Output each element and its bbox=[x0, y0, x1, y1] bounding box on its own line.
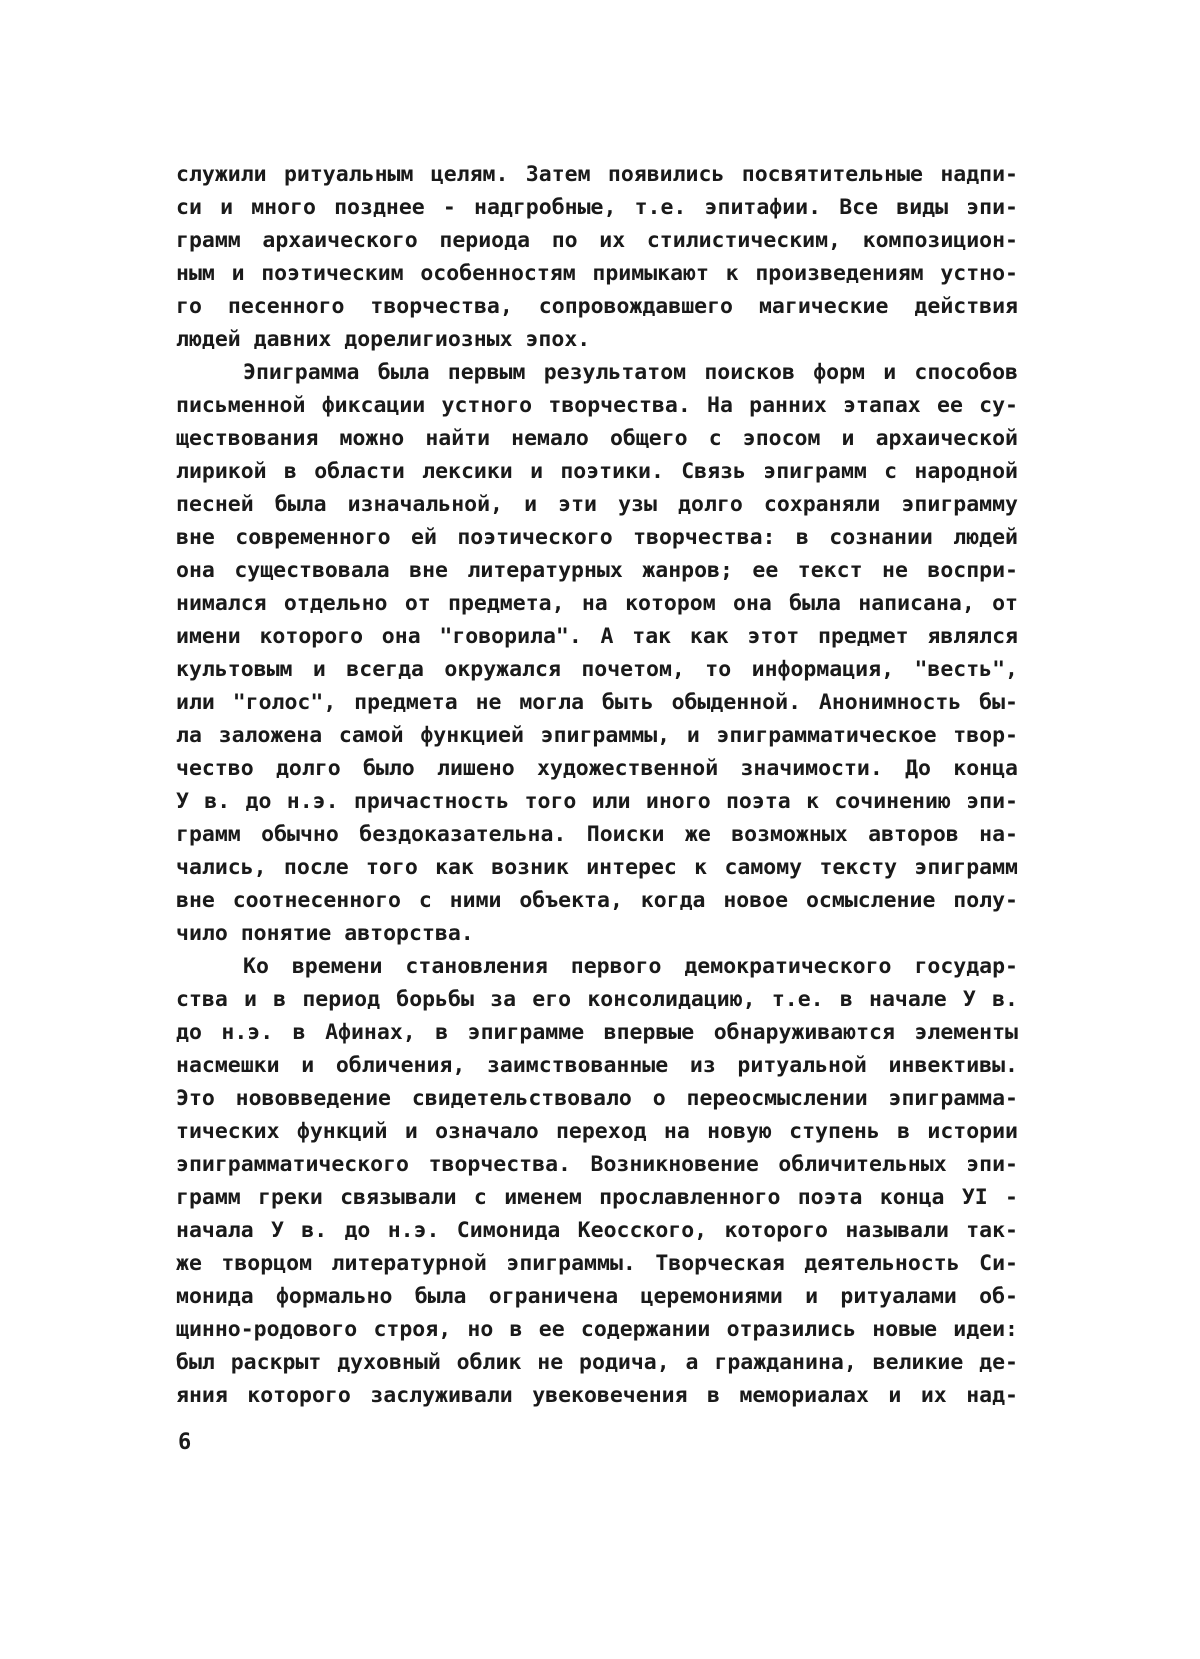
text-line: У в. до н.э. причастность того или иного поэта к сочинению эпи- bbox=[176, 789, 1018, 814]
text-line: грамм греки связывали с именем прославленного поэта конца УI - bbox=[176, 1185, 1018, 1210]
text-line: письменной фиксации устного творчества. На ранних этапах ее су- bbox=[176, 393, 1018, 418]
page-number: 6 bbox=[178, 1430, 192, 1455]
text-line: чило понятие авторства. bbox=[176, 921, 474, 946]
text-line: или "голос", предмета не могла быть обыденной. Анонимность бы- bbox=[176, 690, 1018, 715]
text-line: ства и в период борьбы за его консолидацию, т.е. в начале У в. bbox=[176, 987, 1018, 1012]
text-line: грамм обычно бездоказательна. Поиски же возможных авторов на- bbox=[176, 822, 1018, 847]
text-line: си и много позднее - надгробные, т.е. эпитафии. Все виды эпи- bbox=[176, 195, 1018, 220]
text-line: чество долго было лишено художественной значимости. До конца bbox=[176, 756, 1018, 781]
text-line: культовым и всегда окружался почетом, то информация, "весть", bbox=[176, 657, 1018, 682]
text-line: насмешки и обличения, заимствованные из ритуальной инвективы. bbox=[176, 1053, 1018, 1078]
text-line: ществования можно найти немало общего с эпосом и архаической bbox=[176, 426, 1018, 451]
text-line: вне соотнесенного с ними объекта, когда новое осмысление полу- bbox=[176, 888, 1018, 913]
text-line: Это нововведение свидетельствовало о переосмыслении эпиграмма- bbox=[176, 1086, 1018, 1111]
text-line: песней была изначальной, и эти узы долго сохраняли эпиграмму bbox=[176, 492, 1018, 517]
text-line: лирикой в области лексики и поэтики. Связь эпиграмм с народной bbox=[176, 459, 1018, 484]
text-line: яния которого заслуживали увековечения в мемориалах и их над- bbox=[176, 1383, 1018, 1408]
text-line: ным и поэтическим особенностям примыкают к произведениям устно- bbox=[176, 261, 1018, 286]
text-line: до н.э. в Афинах, в эпиграмме впервые обнаруживаются элементы bbox=[176, 1020, 1018, 1045]
text-line: Эпиграмма была первым результатом поисков форм и способов bbox=[243, 360, 1018, 385]
text-line: грамм архаического периода по их стилистическим, композицион- bbox=[176, 228, 1018, 253]
text-line: был раскрыт духовный облик не родича, а гражданина, великие де- bbox=[176, 1350, 1018, 1375]
text-line: нимался отдельно от предмета, на котором она была написана, от bbox=[176, 591, 1018, 616]
text-line: эпиграмматического творчества. Возникновение обличительных эпи- bbox=[176, 1152, 1018, 1177]
text-line: же творцом литературной эпиграммы. Творческая деятельность Си- bbox=[176, 1251, 1018, 1276]
text-line: она существовала вне литературных жанров; ее текст не воспри- bbox=[176, 558, 1018, 583]
text-line: имени которого она "говорила". А так как этот предмет являлся bbox=[176, 624, 1018, 649]
text-line: щинно-родового строя, но в ее содержании отразились новые идеи: bbox=[176, 1317, 1018, 1342]
text-line: служили ритуальным целям. Затем появились посвятительные надпи- bbox=[176, 162, 1018, 187]
text-line: го песенного творчества, сопровождавшего магические действия bbox=[176, 294, 1018, 319]
text-line: ла заложена самой функцией эпиграммы, и эпиграмматическое твор- bbox=[176, 723, 1018, 748]
text-line: людей давних дорелигиозных эпох. bbox=[176, 327, 591, 352]
text-line: Ко времени становления первого демократического государ- bbox=[243, 954, 1018, 979]
text-line: чались, после того как возник интерес к самому тексту эпиграмм bbox=[176, 855, 1018, 880]
text-line: тических функций и означало переход на новую ступень в истории bbox=[176, 1119, 1018, 1144]
text-line: начала У в. до н.э. Симонида Кеосского, которого называли так- bbox=[176, 1218, 1018, 1243]
body-text bbox=[176, 158, 1018, 1412]
text-line: вне современного ей поэтического творчества: в сознании людей bbox=[176, 525, 1018, 550]
text-line: монида формально была ограничена церемониями и ритуалами об- bbox=[176, 1284, 1018, 1309]
